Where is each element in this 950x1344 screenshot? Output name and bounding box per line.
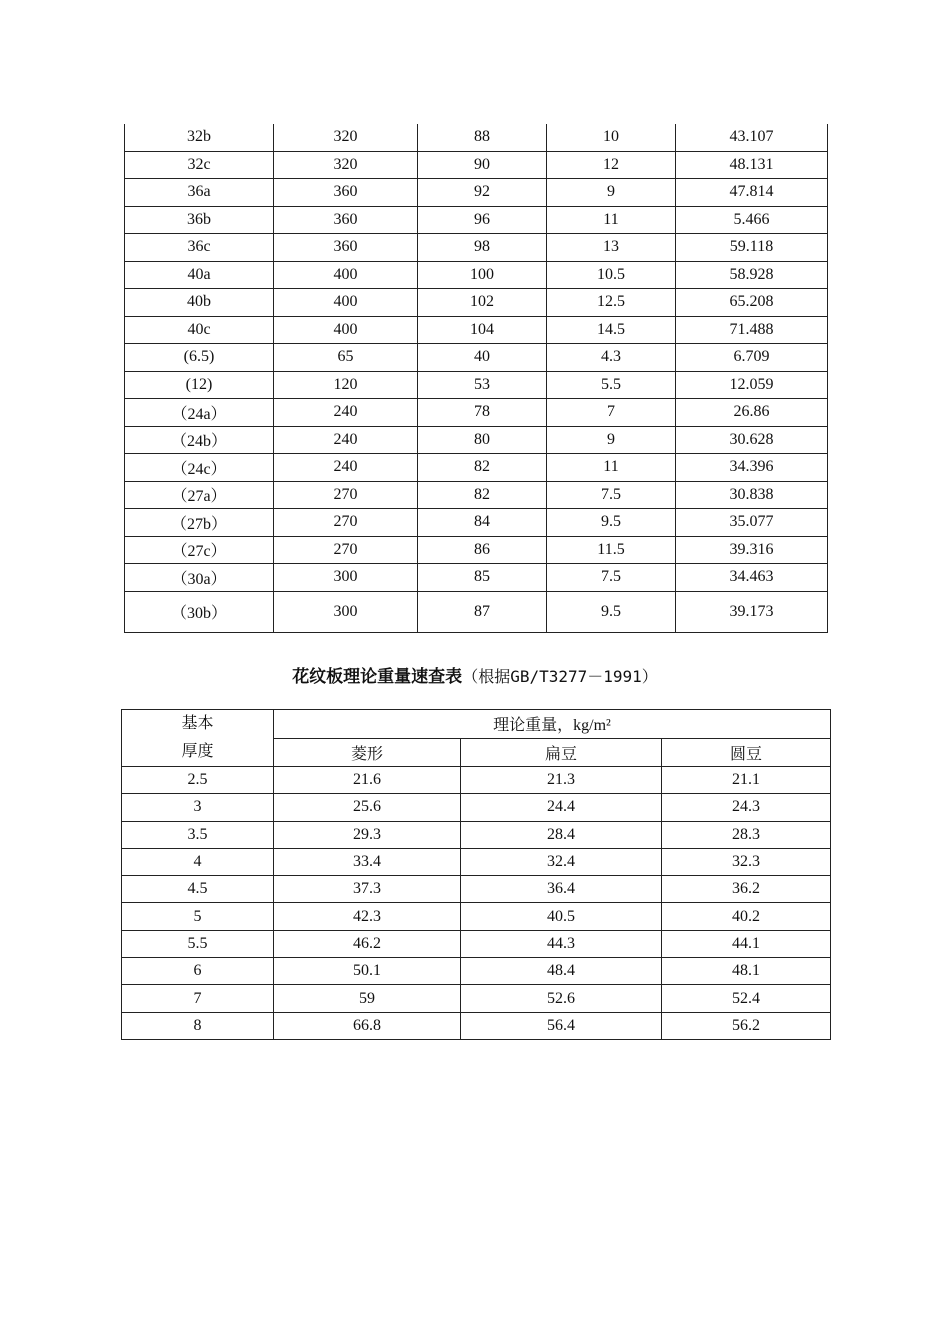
table-row (125, 399, 828, 427)
table-cell: 21.1 (662, 767, 831, 794)
table-cell: 400 (274, 316, 418, 344)
table-cell: 32.4 (461, 848, 662, 875)
table-row (125, 179, 828, 207)
thickness-header-line2: 厚度 (181, 743, 214, 760)
table-row (125, 316, 828, 344)
table-cell: 360 (274, 206, 418, 234)
table-row (125, 344, 828, 372)
table-row (122, 876, 831, 903)
table-cell: (12) (125, 371, 274, 399)
table-cell: 53 (418, 371, 547, 399)
table-cell: 39.173 (676, 591, 828, 632)
table-cell: 4.3 (547, 344, 676, 372)
table-cell: 90 (418, 151, 547, 179)
table-cell: 34.396 (676, 454, 828, 482)
table-cell: （24b） (125, 426, 274, 454)
table-cell: 400 (274, 261, 418, 289)
table-cell: 11 (547, 206, 676, 234)
table-row (125, 151, 828, 179)
table-cell: 36c (125, 234, 274, 262)
plate-table-header-row-1 (122, 710, 831, 739)
table-cell: 100 (418, 261, 547, 289)
table-cell: 300 (274, 591, 418, 632)
table-row (122, 848, 831, 875)
table-cell: 320 (274, 151, 418, 179)
table-cell: 40.5 (461, 903, 662, 930)
plate-table-body (122, 767, 831, 1040)
table-cell: 21.6 (274, 767, 461, 794)
table-cell: （24c） (125, 454, 274, 482)
table-cell: 4 (122, 848, 274, 875)
channel-steel-table-body (125, 124, 828, 632)
diamond-pattern-header: 菱形 (274, 738, 461, 767)
table-cell: （30a） (125, 564, 274, 592)
table-cell: 4.5 (122, 876, 274, 903)
table-row (125, 454, 828, 482)
table-cell: 5.5 (122, 930, 274, 957)
table-cell: 33.4 (274, 848, 461, 875)
thickness-header (122, 710, 274, 767)
table-cell: 78 (418, 399, 547, 427)
table-cell: 10 (547, 124, 676, 151)
table-cell: 40 (418, 344, 547, 372)
table-row (122, 794, 831, 821)
table-cell: 10.5 (547, 261, 676, 289)
table-cell: 87 (418, 591, 547, 632)
table-row (125, 426, 828, 454)
table-cell: 7 (122, 985, 274, 1012)
table-cell: 36.4 (461, 876, 662, 903)
table-row (122, 903, 831, 930)
table-cell: 56.4 (461, 1012, 662, 1039)
table-cell: 9.5 (547, 509, 676, 537)
table-cell: 21.3 (461, 767, 662, 794)
table-cell: 36a (125, 179, 274, 207)
table-cell: 30.838 (676, 481, 828, 509)
table-cell: 3 (122, 794, 274, 821)
table-row (125, 124, 828, 151)
table-cell: 44.1 (662, 930, 831, 957)
table-row (125, 289, 828, 317)
table-cell: 300 (274, 564, 418, 592)
table-cell: （30b） (125, 591, 274, 632)
table-cell: 82 (418, 481, 547, 509)
table-cell: 102 (418, 289, 547, 317)
table-cell: 5.5 (547, 371, 676, 399)
table-cell: （27c） (125, 536, 274, 564)
table-cell: 37.3 (274, 876, 461, 903)
table-row (125, 206, 828, 234)
table-cell: 240 (274, 426, 418, 454)
table-cell: 320 (274, 124, 418, 151)
table-cell: 24.4 (461, 794, 662, 821)
table-cell: 96 (418, 206, 547, 234)
table-cell: 48.4 (461, 958, 662, 985)
channel-steel-table (124, 124, 828, 633)
table-cell: 44.3 (461, 930, 662, 957)
table-row (122, 985, 831, 1012)
table-cell: 104 (418, 316, 547, 344)
table-cell: 88 (418, 124, 547, 151)
table-cell: （27b） (125, 509, 274, 537)
table-cell: 7 (547, 399, 676, 427)
table-cell: (6.5) (125, 344, 274, 372)
table-cell: 65.208 (676, 289, 828, 317)
table-cell: 40.2 (662, 903, 831, 930)
table-row (125, 536, 828, 564)
table-cell: 2.5 (122, 767, 274, 794)
table-row (122, 930, 831, 957)
table-row (125, 564, 828, 592)
lentil-pattern-header: 扁豆 (461, 738, 662, 767)
table-cell: 11 (547, 454, 676, 482)
table-cell: 71.488 (676, 316, 828, 344)
weight-group-header: 理论重量，kg/m² (274, 710, 831, 739)
table-cell: 85 (418, 564, 547, 592)
table-cell: 36b (125, 206, 274, 234)
table-cell: 86 (418, 536, 547, 564)
table-cell: 80 (418, 426, 547, 454)
plate-table-title-main: 花纹板理论重量速查表 (292, 667, 463, 687)
table-cell: 30.628 (676, 426, 828, 454)
table-row (122, 1012, 831, 1039)
plate-table-title-standard: （根据GB/T3277－1991） (462, 667, 658, 686)
table-cell: 5.466 (676, 206, 828, 234)
table-row (122, 767, 831, 794)
table-cell: 40b (125, 289, 274, 317)
table-cell: 9.5 (547, 591, 676, 632)
table-cell: 34.463 (676, 564, 828, 592)
table-cell: （27a） (125, 481, 274, 509)
table-cell: 29.3 (274, 821, 461, 848)
thickness-header-line1: 基本 (181, 715, 214, 732)
table-cell: 12.5 (547, 289, 676, 317)
table-cell: 3.5 (122, 821, 274, 848)
table-cell: 40c (125, 316, 274, 344)
table-cell: 98 (418, 234, 547, 262)
table-cell: 28.4 (461, 821, 662, 848)
table-cell: 9 (547, 426, 676, 454)
table-row (122, 821, 831, 848)
table-row (125, 234, 828, 262)
table-cell: 46.2 (274, 930, 461, 957)
table-cell: 36.2 (662, 876, 831, 903)
table-cell: 47.814 (676, 179, 828, 207)
table-cell: 270 (274, 536, 418, 564)
table-cell: 59.118 (676, 234, 828, 262)
table-cell: 92 (418, 179, 547, 207)
table-cell: 13 (547, 234, 676, 262)
table-cell: 65 (274, 344, 418, 372)
table-cell: 270 (274, 481, 418, 509)
table-cell: 84 (418, 509, 547, 537)
round-bean-pattern-header: 圆豆 (662, 738, 831, 767)
plate-table-title (0, 662, 950, 687)
table-cell: 48.1 (662, 958, 831, 985)
table-cell: 48.131 (676, 151, 828, 179)
table-cell: 270 (274, 509, 418, 537)
table-cell: 52.4 (662, 985, 831, 1012)
table-cell: 6 (122, 958, 274, 985)
table-cell: 35.077 (676, 509, 828, 537)
table-row (125, 261, 828, 289)
table-cell: 12.059 (676, 371, 828, 399)
table-cell: 26.86 (676, 399, 828, 427)
table-cell: 14.5 (547, 316, 676, 344)
plate-table-header (122, 710, 831, 767)
table-cell: 28.3 (662, 821, 831, 848)
table-cell: 32c (125, 151, 274, 179)
table-cell: 120 (274, 371, 418, 399)
table-cell: 6.709 (676, 344, 828, 372)
table-cell: 40a (125, 261, 274, 289)
table-cell: 360 (274, 234, 418, 262)
table-cell: 39.316 (676, 536, 828, 564)
table-cell: 59 (274, 985, 461, 1012)
table-row (125, 509, 828, 537)
table-cell: （24a） (125, 399, 274, 427)
table-cell: 58.928 (676, 261, 828, 289)
table-cell: 9 (547, 179, 676, 207)
table-cell: 8 (122, 1012, 274, 1039)
table-cell: 42.3 (274, 903, 461, 930)
table-row (125, 481, 828, 509)
table-cell: 43.107 (676, 124, 828, 151)
table-cell: 12 (547, 151, 676, 179)
table-cell: 7.5 (547, 564, 676, 592)
table-cell: 24.3 (662, 794, 831, 821)
table-row (125, 591, 828, 632)
table-cell: 32b (125, 124, 274, 151)
table-cell: 52.6 (461, 985, 662, 1012)
table-cell: 7.5 (547, 481, 676, 509)
table-cell: 240 (274, 454, 418, 482)
table-cell: 400 (274, 289, 418, 317)
table-row (122, 958, 831, 985)
table-cell: 32.3 (662, 848, 831, 875)
table-cell: 360 (274, 179, 418, 207)
table-cell: 82 (418, 454, 547, 482)
table-cell: 11.5 (547, 536, 676, 564)
table-cell: 50.1 (274, 958, 461, 985)
table-row (125, 371, 828, 399)
table-cell: 5 (122, 903, 274, 930)
table-cell: 66.8 (274, 1012, 461, 1039)
checkered-plate-weight-table (121, 709, 831, 1040)
table-cell: 56.2 (662, 1012, 831, 1039)
table-cell: 240 (274, 399, 418, 427)
table-cell: 25.6 (274, 794, 461, 821)
